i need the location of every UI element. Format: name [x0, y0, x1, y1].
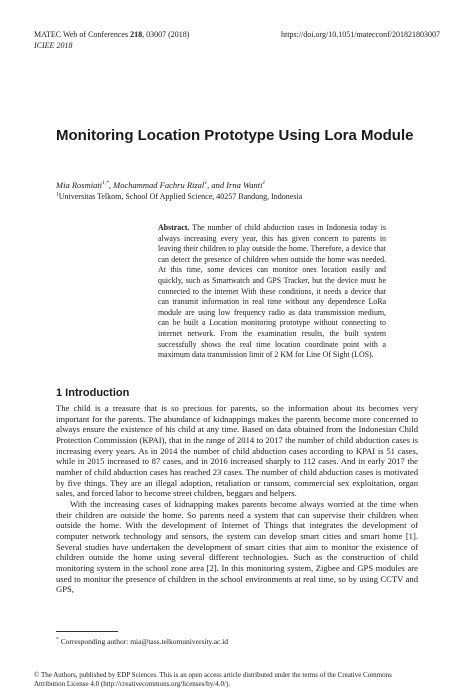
conference-name: ICIEE 2018 — [34, 41, 73, 50]
doi-link[interactable]: https://doi.org/10.1051/matecconf/201821803007 — [281, 30, 440, 39]
author-name: Mia Rosmiati — [56, 180, 103, 190]
journal-citation: MATEC Web of Conferences 218, 03007 (2018) — [34, 30, 190, 39]
author-name: Mochammad Fachru Rizal — [113, 180, 205, 190]
abstract-label: Abstract. — [158, 223, 190, 232]
body-text — [56, 403, 418, 595]
author-name: Irna Wanti — [226, 180, 263, 190]
running-header — [34, 29, 440, 51]
paper-title: Monitoring Location Prototype Using Lora Module — [56, 127, 414, 144]
abstract — [158, 223, 386, 361]
abstract-text: The number of child abduction cases in Indonesia today is always increasing every year, this has given concern to parents in leaving their children to play outside the home. Therefore, a device that can detect the presence of children when outside the home was needed. At this time, some devices can monitor ones location easily and quickly, such as Smartwatch and GPS Tracker, but the device must be connected to the internet With these conditions, it needs a device that can transmit information in real time without any dependence LoRa module are using low frequency radio as data transmission medium, can be built a Location monitoring prototype without connecting to internet network. From the examination results, the built system successfully shows the real time location coordinate point with a maximum data transmission limit of 2 KM for Line Of Sight (LOS). — [158, 223, 386, 360]
footnote-divider — [56, 631, 118, 632]
footnote: * Corresponding author: mia@tass.telkomuniversity.ac.id — [56, 636, 229, 646]
author-list: Mia Rosmiati$^{1,*}$, Mochammad Fachru Rizal$^1$, and Irna Wanti$^1$ — [56, 180, 266, 190]
body-paragraph: The child is a treasure that is so precious for parents, so the information about its becomes very important for the parents. The abundance of kidnappings makes the parents become more concerned to always ensure the existence of his child at any time. Based on data obtained from the Indonesian Child Protection Commission (KPAI), that in the range of 2014 to 2017 the number of child abduction cases is increasing every years. As in 2014 the number of child abduction cases according to KPAI is 51 cases, while in 2015 increased to 87 cases, and in 2016 increased sharply to 112 cases. And in early 2017 the number of child abduction cases has reached 23 cases. The number of child abduction cases is motivated by five things. They are an illegal adoption, retaliation or ransom, commercial sex exploitation, organ sales, and forced labor to become street children, beggars and helpers. — [56, 403, 418, 499]
copyright-notice: © The Authors, published by EDP Sciences. This is an open access article distributed under the terms of the Creative Commons Attribution License 4.0 (http://creativecommons.org/licenses/by/4.0/). — [34, 671, 392, 688]
section-heading: 1 Introduction — [56, 387, 130, 399]
body-paragraph: With the increasing cases of kidnapping makes parents become always worried at the time when their children are outside the home. So parents need a system that can supervise their children when outside the home. With the development of Internet of Things that integrates the development of computer network technology and sensors, the system can develop smart cities and smart home [1]. Several studies have undertaken the development of smart cities that aim to monitor the existence of children outside the home using several different technologies. Such as the construction of child monitoring system in the school zone area [2]. In this monitoring system, Zigbee and GPS modules are used to monitor the presence of children in the school environments at real time, so by using CCTV and GPS, — [56, 498, 418, 595]
affiliation: $^1$Universitas Telkom, School Of Applied Science, 40257 Bandung, Indonesia — [56, 191, 303, 201]
